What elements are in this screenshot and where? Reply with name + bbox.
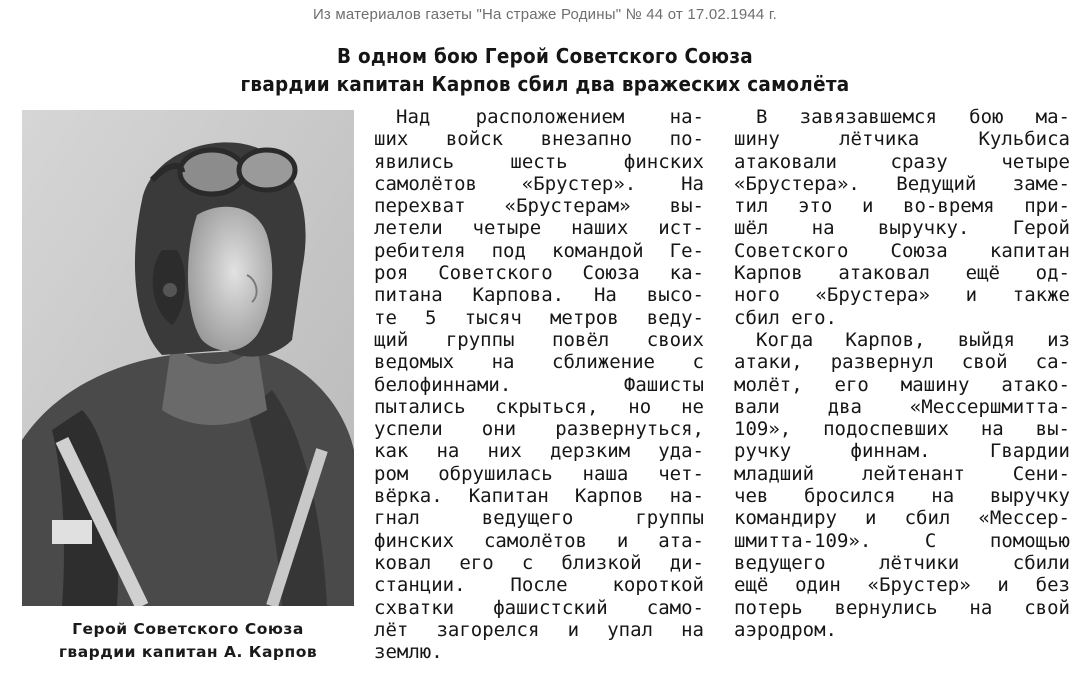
column-2-line: ручку финнам. Гвардии <box>734 440 1070 463</box>
column-1-line: схватки фашистский само- <box>374 596 704 619</box>
column-2-line: чев бросился на выручку <box>734 485 1070 508</box>
headline-line-1: В одном бою Герой Советского Союза <box>337 44 753 68</box>
column-2-line: ещё один «Брустер» и без <box>734 574 1070 597</box>
column-1-line: как на них дерзким уда- <box>374 440 704 463</box>
column-2-line: Советского Союза капитан <box>734 239 1070 262</box>
column-2-line: молёт, его машину атако- <box>734 373 1070 396</box>
column-1-line: гнал ведущего группы <box>374 507 704 530</box>
column-2-line: В завязавшемся бою ма- <box>756 106 1070 128</box>
column-1-line: летели четыре наших ист- <box>374 217 704 240</box>
column-1-line: роя Советского Союза ка- <box>374 262 704 285</box>
column-2-line: шину лётчика Кульбиса <box>734 128 1070 151</box>
column-2-line: шёл на выручку. Герой <box>734 217 1070 240</box>
pilot-portrait-photo <box>22 110 354 606</box>
column-1-line: ковал его с близкой ди- <box>374 551 704 574</box>
column-1-line: щий группы повёл своих <box>374 328 704 351</box>
column-1-line: ребителя под командой Ге- <box>374 239 704 262</box>
column-2-line: атаковали сразу четыре <box>734 150 1070 173</box>
column-1-line: явились шесть финских <box>374 150 704 173</box>
column-1-line: финских самолётов и ата- <box>374 529 704 552</box>
column-1-line: ших войск внезапно по- <box>374 128 704 151</box>
article-column-2 <box>734 106 1070 641</box>
column-1-line: питана Карпова. На высо- <box>374 284 704 307</box>
column-1-line: белофиннами. Фашисты <box>374 373 704 396</box>
column-1-line: пытались скрыться, но не <box>374 395 704 418</box>
column-1-line: вёрка. Капитан Карпов на- <box>374 485 704 508</box>
column-1-line: самолётов «Брустер». На <box>374 172 704 195</box>
column-2-line: Когда Карпов, выйдя из <box>756 328 1070 351</box>
photo-caption-line-1: Герой Советского Союза <box>72 620 304 638</box>
column-1-line: землю. <box>374 641 443 664</box>
column-1-line: успели они развернуться, <box>374 418 704 441</box>
column-2-line: «Брустера». Ведущий заме- <box>734 172 1070 195</box>
column-2-line: ного «Брустера» и также <box>734 284 1070 307</box>
column-1-line: те 5 тысяч метров веду- <box>374 306 704 329</box>
column-2-line: Карпов атаковал ещё од- <box>734 262 1070 285</box>
column-2-line: младший лейтенант Сени- <box>734 462 1070 485</box>
column-1-line: лёт загорелся и упал на <box>374 618 704 641</box>
column-2-line: шмитта-109». С помощью <box>734 529 1070 552</box>
source-note: Из материалов газеты "На страже Родины" № 44 от 17.02.1944 г. <box>312 6 778 23</box>
column-1-line: станции. После короткой <box>374 574 704 597</box>
column-2-line: 109», подоспевших на вы- <box>734 418 1070 441</box>
column-2-line: сбил его. <box>734 306 837 329</box>
column-1-line: ведомых на сближение с <box>374 351 704 374</box>
portrait-drawing <box>22 110 354 606</box>
column-2-line: ведущего лётчики сбили <box>734 551 1070 574</box>
column-2-line: тил это и во-время при- <box>734 195 1070 218</box>
column-2-line: аэродром. <box>734 618 837 641</box>
column-1-line: Над расположением на- <box>396 106 704 128</box>
article-column-1 <box>374 106 704 663</box>
headline-line-2: гвардии капитан Карпов сбил два вражеских самолёта <box>240 72 850 96</box>
column-2-line: командиру и сбил «Мессер- <box>734 507 1070 530</box>
column-1-line: перехват «Брустерам» вы- <box>374 195 704 218</box>
column-2-line: потерь вернулись на свой <box>734 596 1070 619</box>
column-2-line: вали два «Мессершмитта- <box>734 395 1070 418</box>
photo-caption-line-2: гвардии капитан А. Карпов <box>58 643 318 661</box>
column-1-line: ром обрушилась наша чет- <box>374 462 704 485</box>
column-2-line: атаки, развернул свой са- <box>734 351 1070 374</box>
